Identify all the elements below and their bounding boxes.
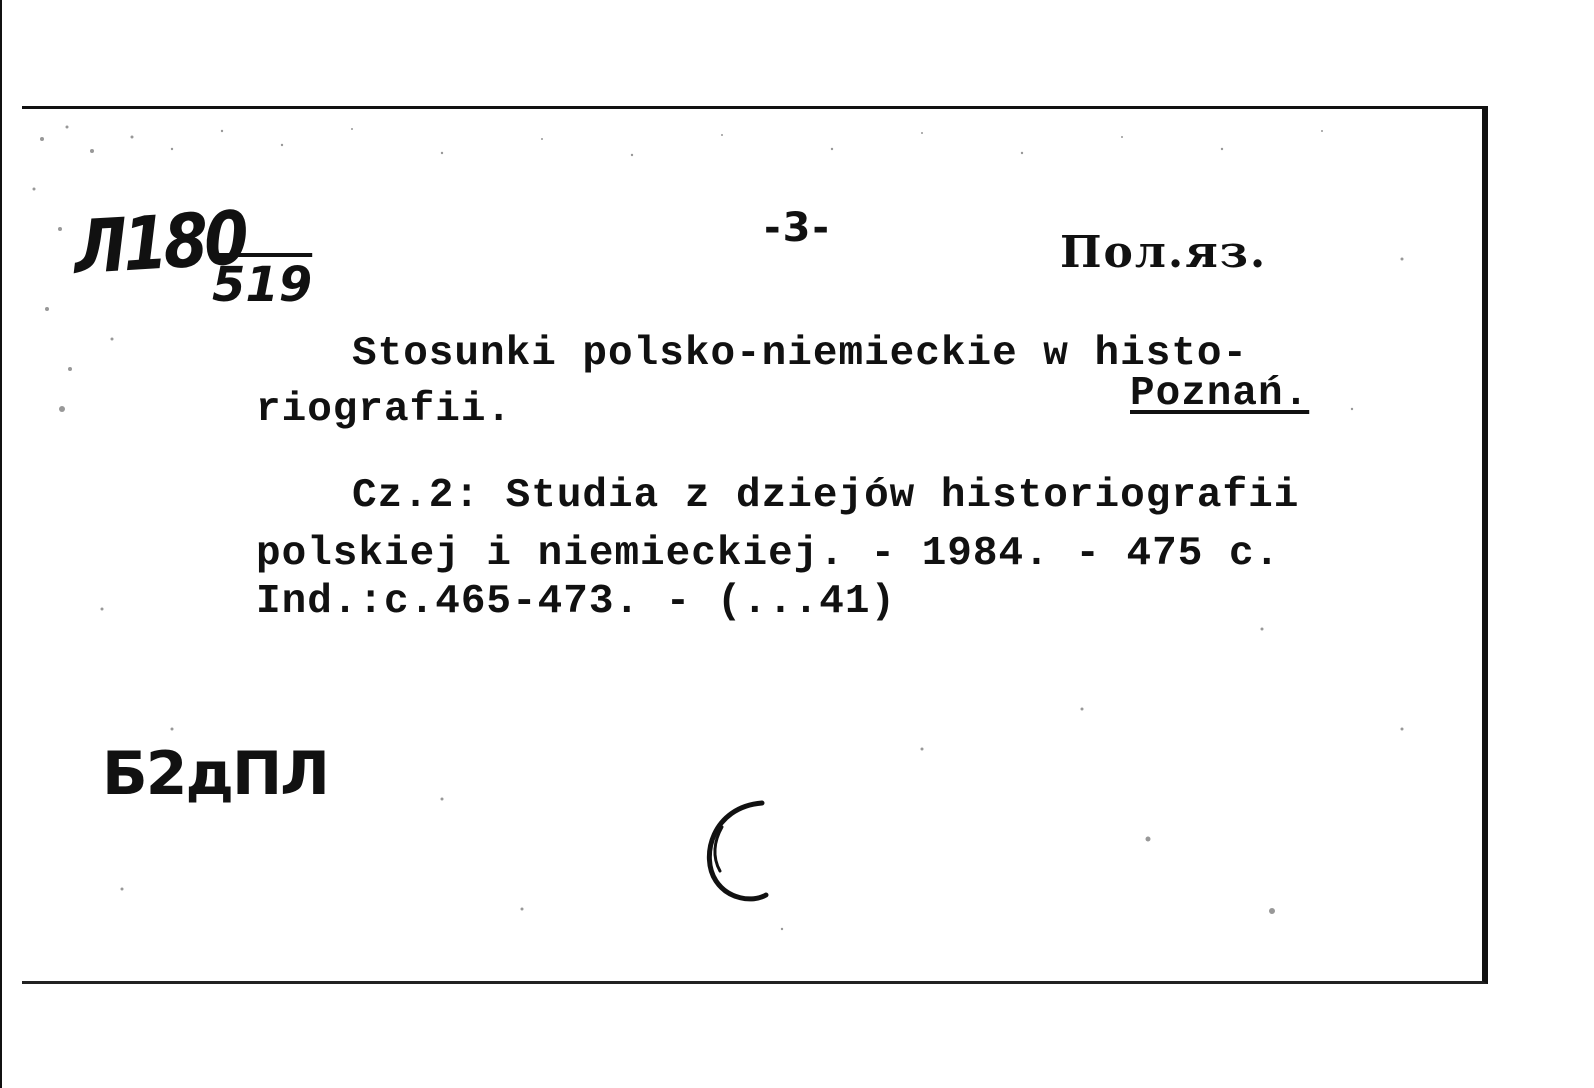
scan-edge [0, 0, 2, 1088]
shelf-mark: Б2дПЛ [102, 739, 328, 809]
part-line-1: Cz.2: Studia z dziejów historiografii [352, 473, 1300, 519]
call-number-sub: 519 [212, 257, 313, 313]
call-number: Л180 [72, 196, 247, 292]
language-label: Пол.яз. [1060, 227, 1268, 278]
title-line-2: riografii. [256, 387, 513, 433]
publication-place: Poznań. [1130, 371, 1310, 417]
part-line-2: polskiej i niemieckiej. - 1984. - 475 с. [256, 531, 1281, 577]
hole-punch-mark-icon [692, 797, 782, 907]
page-mark: -3- [764, 205, 832, 251]
catalog-card [22, 106, 1488, 984]
part-line-3: Ind.:c.465-473. - (...41) [256, 579, 897, 625]
title-line-1: Stosunki polsko-niemieckie w histo- [352, 331, 1249, 377]
